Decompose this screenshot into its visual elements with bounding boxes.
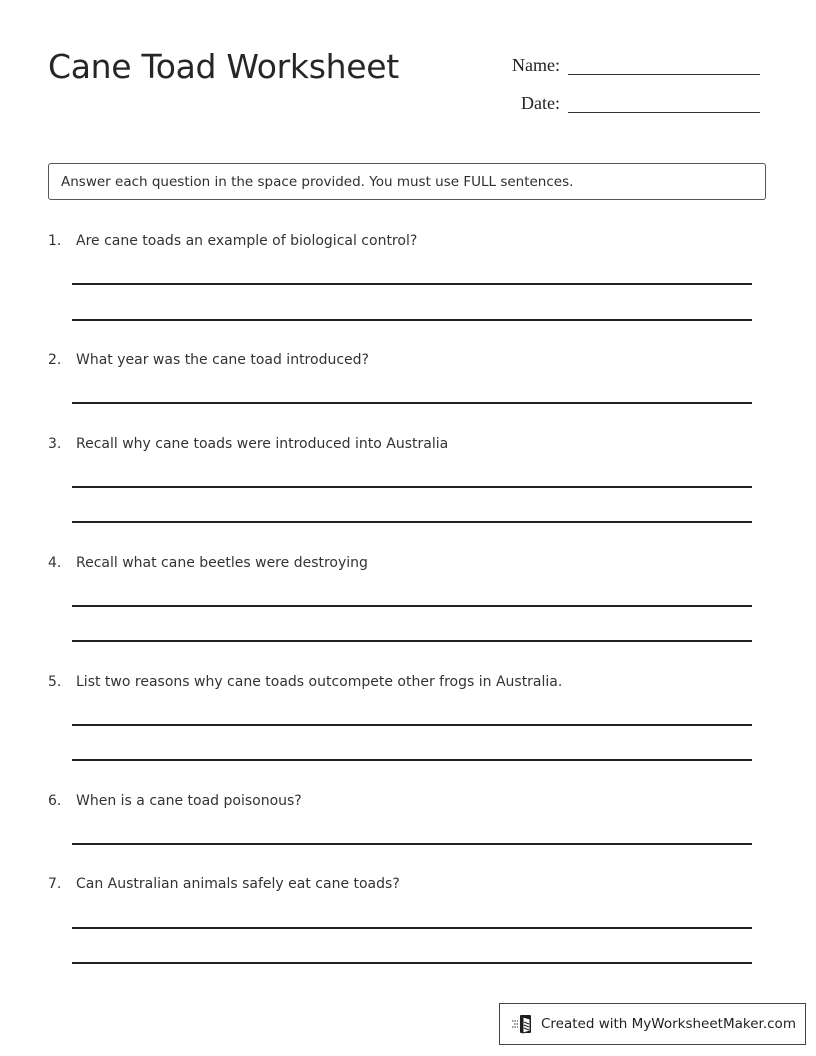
instructions-box: [48, 163, 766, 200]
question-text: When is a cane toad poisonous?: [76, 793, 302, 809]
question-number: 7.: [48, 876, 62, 892]
answer-line[interactable]: [72, 927, 752, 929]
question-1: [48, 232, 752, 250]
question-6: [48, 792, 752, 810]
name-label: Name:: [512, 55, 560, 75]
question-number: 3.: [48, 436, 62, 452]
answer-line[interactable]: [72, 962, 752, 964]
question-number: 6.: [48, 793, 62, 809]
question-text: Recall why cane toads were introduced into Australia: [76, 436, 449, 452]
name-input-line[interactable]: [568, 56, 760, 75]
answer-line[interactable]: [72, 283, 752, 285]
answer-line[interactable]: [72, 605, 752, 607]
worksheet-title: Cane Toad Worksheet: [48, 47, 399, 86]
instructions-text: Answer each question in the space provided. You must use FULL sentences.: [61, 173, 574, 190]
question-number: 5.: [48, 674, 62, 690]
question-7: [48, 875, 752, 893]
name-field-row: [500, 55, 760, 75]
question-text: Can Australian animals safely eat cane toads?: [76, 876, 400, 892]
answer-line[interactable]: [72, 759, 752, 761]
answer-line[interactable]: [72, 640, 752, 642]
question-number: 4.: [48, 555, 62, 571]
answer-line[interactable]: [72, 521, 752, 523]
answer-line[interactable]: [72, 319, 752, 321]
answer-line[interactable]: [72, 402, 752, 404]
date-input-line[interactable]: [568, 94, 760, 113]
question-number: 2.: [48, 352, 62, 368]
question-4: [48, 554, 752, 572]
answer-line[interactable]: [72, 486, 752, 488]
question-text: What year was the cane toad introduced?: [76, 352, 369, 368]
question-text: Recall what cane beetles were destroying: [76, 555, 368, 571]
question-number: 1.: [48, 233, 62, 249]
question-5: [48, 673, 752, 691]
answer-line[interactable]: [72, 724, 752, 726]
question-2: [48, 351, 752, 369]
question-text: List two reasons why cane toads outcompete other frogs in Australia.: [76, 674, 563, 690]
created-with-text: Created with MyWorksheetMaker.com: [541, 1016, 796, 1032]
question-3: [48, 435, 752, 453]
worksheet-logo-icon: [511, 1013, 535, 1035]
date-label: Date:: [521, 93, 560, 113]
date-field-row: [500, 93, 760, 113]
question-text: Are cane toads an example of biological control?: [76, 233, 418, 249]
created-with-badge[interactable]: [499, 1003, 806, 1045]
answer-line[interactable]: [72, 843, 752, 845]
